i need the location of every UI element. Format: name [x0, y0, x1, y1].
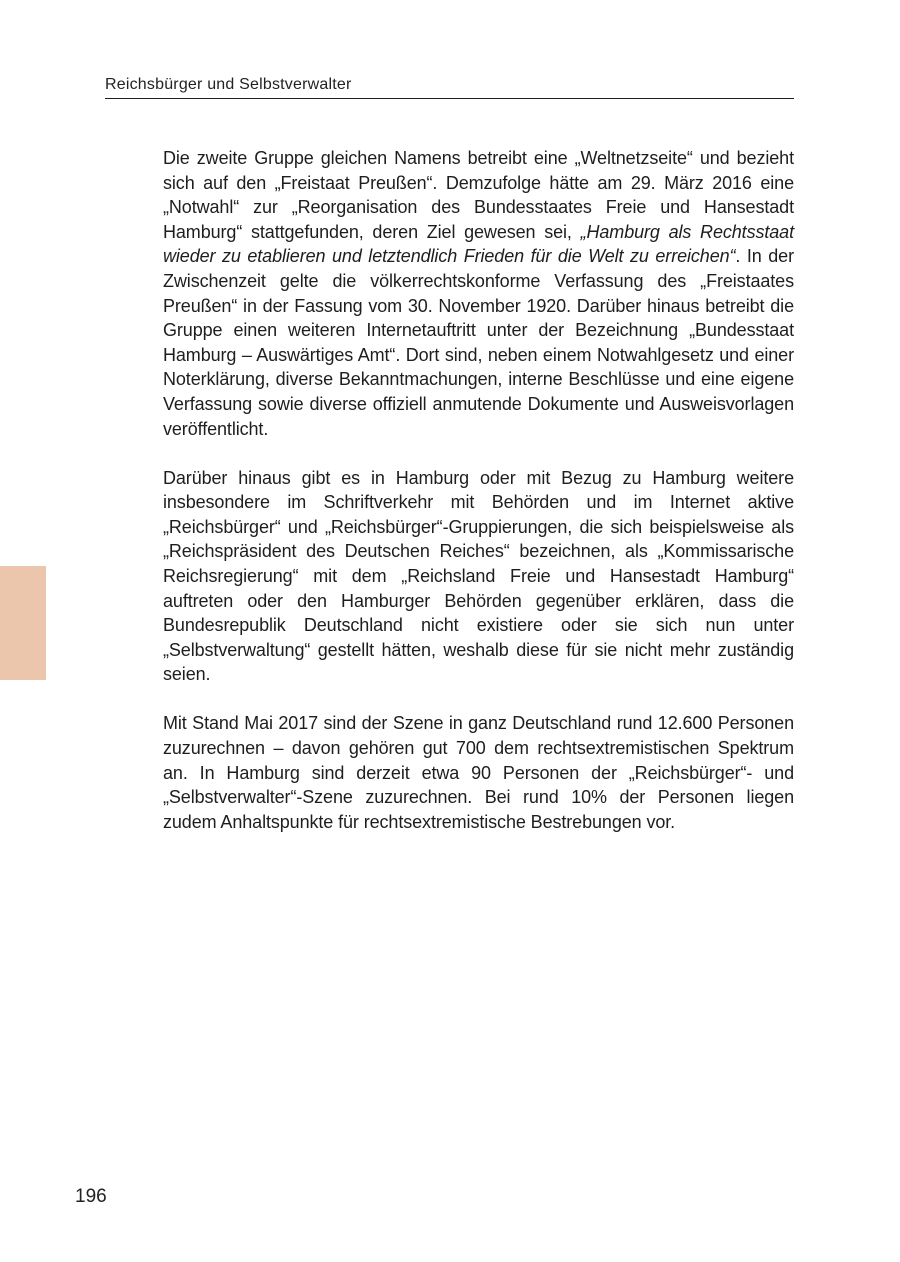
- paragraph-1-quote: „Hamburg als Rechtsstaat wieder zu etablieren und letztendlich Frieden für die Welt zu erreichen“: [163, 221, 794, 267]
- paragraph-1: [163, 146, 794, 441]
- running-header: Reichsbürger und Selbstverwalter: [105, 76, 352, 93]
- paragraph-3: Mit Stand Mai 2017 sind der Szene in ganz Deutschland rund 12.600 Personen zuzurechnen – davon gehören gut 700 dem rechtsextremistischen Spektrum an. In Hamburg sind derzeit etwa 90 Personen der „Reichsbürger“- und „Selbstverwalter“-Szene zuzurechnen. Bei rund 10% der Personen liegen zudem Anhaltspunkte für rechtsextremistische Bestrebungen vor.: [163, 713, 794, 832]
- page-number: 196: [75, 1186, 107, 1207]
- paragraph-1-text-a: Die zweite Gruppe gleichen Namens betreibt eine „Weltnetzseite“ und bezieht sich auf den „Freistaat Preußen“. Demzufolge hätte am 29. März 2016 eine „Notwahl“ zur „Reorganisation des Bundesstaates Freie und Hansestadt Hamburg“ stattgefunden, deren Ziel gewesen sei,: [163, 148, 794, 242]
- paragraph-2: Darüber hinaus gibt es in Hamburg oder mit Bezug zu Hamburg weitere insbesondere im Schriftverkehr mit Behörden und im Internet aktive „Reichsbürger“ und „Reichsbürger“-Gruppierungen, die sich beispielsweise als „Reichspräsident des Deutschen Reiches“ bezeichnen, als „Kommissarische Reichsregierung“ mit dem „Reichsland Freie und Hansestadt Hamburg“ auftreten oder den Hamburger Behörden gegenüber erklären, dass die Bundesrepublik Deutschland nicht existiere oder sie sich nun unter „Selbstverwaltung“ gestellt hätten, weshalb diese für sie nicht mehr zuständig seien.: [163, 467, 794, 685]
- body-text: [163, 146, 794, 859]
- chapter-side-tab: [0, 566, 46, 680]
- header-rule: [105, 98, 794, 99]
- paragraph-1-text-b: . In der Zwischenzeit gelte die völkerrechtskonforme Verfassung des „Freistaates Preußen“ in der Fassung vom 30. November 1920. Darüber hinaus betreibt die Gruppe einen weiteren Internetauftritt unter der Bezeichnung „Bundesstaat Hamburg – Auswärtiges Amt“. Dort sind, neben einem Notwahlgesetz und einer Noterklärung, diverse Bekanntmachungen, interne Beschlüsse und eine eigene Verfassung sowie diverse offiziell anmutende Dokumente und Ausweisvorlagen veröffentlicht.: [163, 246, 794, 439]
